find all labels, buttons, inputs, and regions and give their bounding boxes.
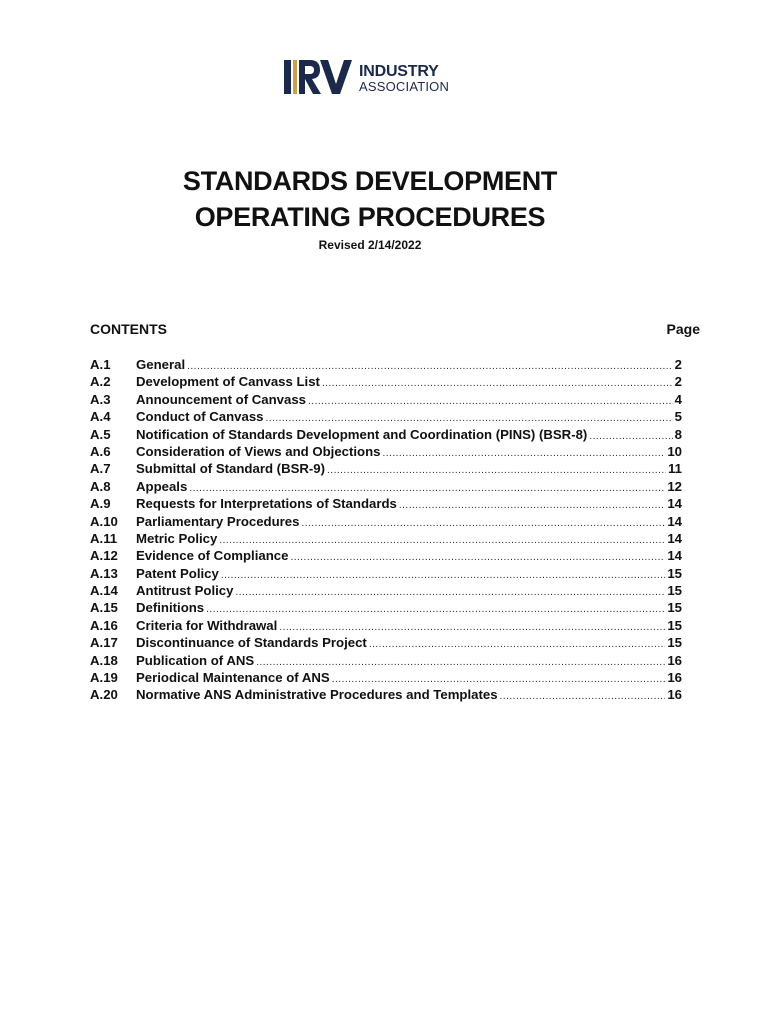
- toc-entry-number: A.8: [90, 478, 111, 494]
- toc-entry-page: 10: [667, 443, 682, 459]
- revision-date: Revised 2/14/2022: [318, 238, 422, 252]
- toc-entry-page: 5: [674, 409, 682, 425]
- dot-leader: [500, 688, 666, 705]
- toc-entry-number: A.4: [90, 409, 111, 425]
- toc-entry-page: 15: [667, 583, 682, 599]
- contents-label: CONTENTS: [90, 321, 167, 337]
- toc-entry-page: 15: [667, 565, 682, 581]
- toc-entry-number: A.12: [90, 548, 118, 564]
- dot-leader: [235, 584, 665, 601]
- toc-entry[interactable]: [90, 565, 682, 582]
- toc-entry-page: 2: [674, 357, 682, 372]
- table-of-contents: [90, 356, 682, 704]
- document-title-line-1: STANDARDS DEVELOPMENT: [182, 166, 558, 196]
- toc-entry-page: 14: [667, 530, 682, 546]
- dot-leader: [369, 636, 666, 653]
- toc-entry[interactable]: [90, 478, 682, 495]
- toc-entry-title: General: [136, 357, 186, 372]
- toc-entry[interactable]: [90, 617, 682, 634]
- toc-entry-number: A.2: [90, 374, 111, 390]
- toc-entry[interactable]: [90, 582, 682, 599]
- toc-entry-title: Patent Policy: [136, 565, 219, 581]
- toc-entry-number: A.15: [90, 600, 118, 616]
- toc-entry-number: A.18: [90, 652, 118, 668]
- toc-entry-title: Discontinuance of Standards Project: [136, 635, 367, 651]
- dot-leader: [301, 515, 665, 532]
- dot-leader: [322, 375, 673, 392]
- toc-entry-title: Normative ANS Administrative Procedures and Templates: [136, 687, 498, 703]
- toc-entry-title: Notification of Standards Development and Coordination (PINS) (BSR-8): [136, 426, 588, 442]
- toc-entry[interactable]: [90, 426, 682, 443]
- dot-leader: [221, 567, 666, 584]
- toc-entry-number: A.10: [90, 513, 118, 529]
- toc-entry-page: 4: [674, 391, 682, 407]
- dot-leader: [399, 497, 665, 514]
- toc-entry-title: Parliamentary Procedures: [136, 513, 300, 529]
- toc-entry-number: A.6: [90, 443, 111, 459]
- toc-entry-page: 12: [667, 478, 682, 494]
- toc-entry-number: A.1: [90, 357, 111, 372]
- toc-entry-title: Announcement of Canvass: [136, 391, 307, 407]
- toc-entry-title: Metric Policy: [136, 530, 218, 546]
- toc-entry-number: A.5: [90, 426, 111, 442]
- logo-wordmark-association: ASSOCIATION: [359, 79, 450, 94]
- toc-entry[interactable]: [90, 634, 682, 651]
- toc-entry[interactable]: [90, 356, 682, 373]
- toc-entry-number: A.20: [90, 687, 118, 703]
- toc-entry[interactable]: [90, 391, 682, 408]
- toc-entry[interactable]: [90, 652, 682, 669]
- toc-entry[interactable]: [90, 460, 682, 477]
- dot-leader: [383, 445, 666, 462]
- toc-entry-title: Submittal of Standard (BSR-9): [136, 461, 326, 477]
- toc-entry-title: Publication of ANS: [136, 652, 255, 668]
- toc-entry-page: 2: [674, 374, 682, 390]
- toc-entry[interactable]: [90, 599, 682, 616]
- page-column-label: Page: [666, 321, 700, 337]
- toc-entry-page: 15: [667, 600, 682, 616]
- toc-entry-page: 8: [674, 426, 682, 442]
- toc-entry[interactable]: [90, 373, 682, 390]
- rv-industry-association-logo: [284, 58, 464, 98]
- toc-entry-title: Evidence of Compliance: [136, 548, 289, 564]
- toc-entry-title: Conduct of Canvass: [136, 409, 264, 425]
- toc-entry[interactable]: [90, 495, 682, 512]
- dot-leader: [327, 462, 666, 479]
- toc-entry-number: A.14: [90, 583, 118, 599]
- dot-leader: [589, 428, 672, 445]
- toc-entry-title: Definitions: [136, 600, 205, 616]
- toc-entry-number: A.9: [90, 496, 111, 512]
- toc-entry-number: A.13: [90, 565, 118, 581]
- logo-wordmark-industry: INDUSTRY: [359, 63, 439, 80]
- dot-leader: [308, 393, 673, 410]
- toc-entry[interactable]: [90, 669, 682, 686]
- toc-entry-number: A.3: [90, 391, 111, 407]
- toc-entry-number: A.16: [90, 617, 118, 633]
- toc-entry-page: 11: [668, 461, 682, 477]
- toc-entry-number: A.7: [90, 461, 111, 477]
- toc-entry-number: A.17: [90, 635, 118, 651]
- toc-entry-page: 14: [667, 513, 682, 529]
- toc-entry[interactable]: [90, 408, 682, 425]
- toc-entry-title: Consideration of Views and Objections: [136, 443, 381, 459]
- toc-entry-title: Antitrust Policy: [136, 583, 234, 599]
- toc-entry[interactable]: [90, 443, 682, 460]
- toc-entry-title: Periodical Maintenance of ANS: [136, 670, 330, 686]
- toc-entry[interactable]: [90, 530, 682, 547]
- toc-entry[interactable]: [90, 513, 682, 530]
- toc-entry-page: 14: [667, 548, 682, 564]
- toc-entry[interactable]: [90, 686, 682, 703]
- toc-entry-title: Appeals: [136, 478, 188, 494]
- toc-entry-page: 15: [667, 617, 682, 633]
- document-title-line-2: OPERATING PROCEDURES: [194, 202, 546, 232]
- toc-entry-title: Development of Canvass List: [136, 374, 320, 390]
- toc-entry-page: 16: [667, 652, 682, 668]
- toc-entry-page: 16: [667, 687, 682, 703]
- toc-entry-page: 16: [667, 670, 682, 686]
- toc-entry[interactable]: [90, 547, 682, 564]
- toc-entry-page: 14: [667, 496, 682, 512]
- rv-logo-mark-icon: [284, 58, 358, 96]
- toc-entry-title: Requests for Interpretations of Standards: [136, 496, 397, 512]
- toc-entry-title: Criteria for Withdrawal: [136, 617, 278, 633]
- toc-entry-page: 15: [667, 635, 682, 651]
- toc-entry-number: A.11: [90, 530, 118, 546]
- dot-leader: [290, 549, 665, 566]
- toc-entry-number: A.19: [90, 670, 118, 686]
